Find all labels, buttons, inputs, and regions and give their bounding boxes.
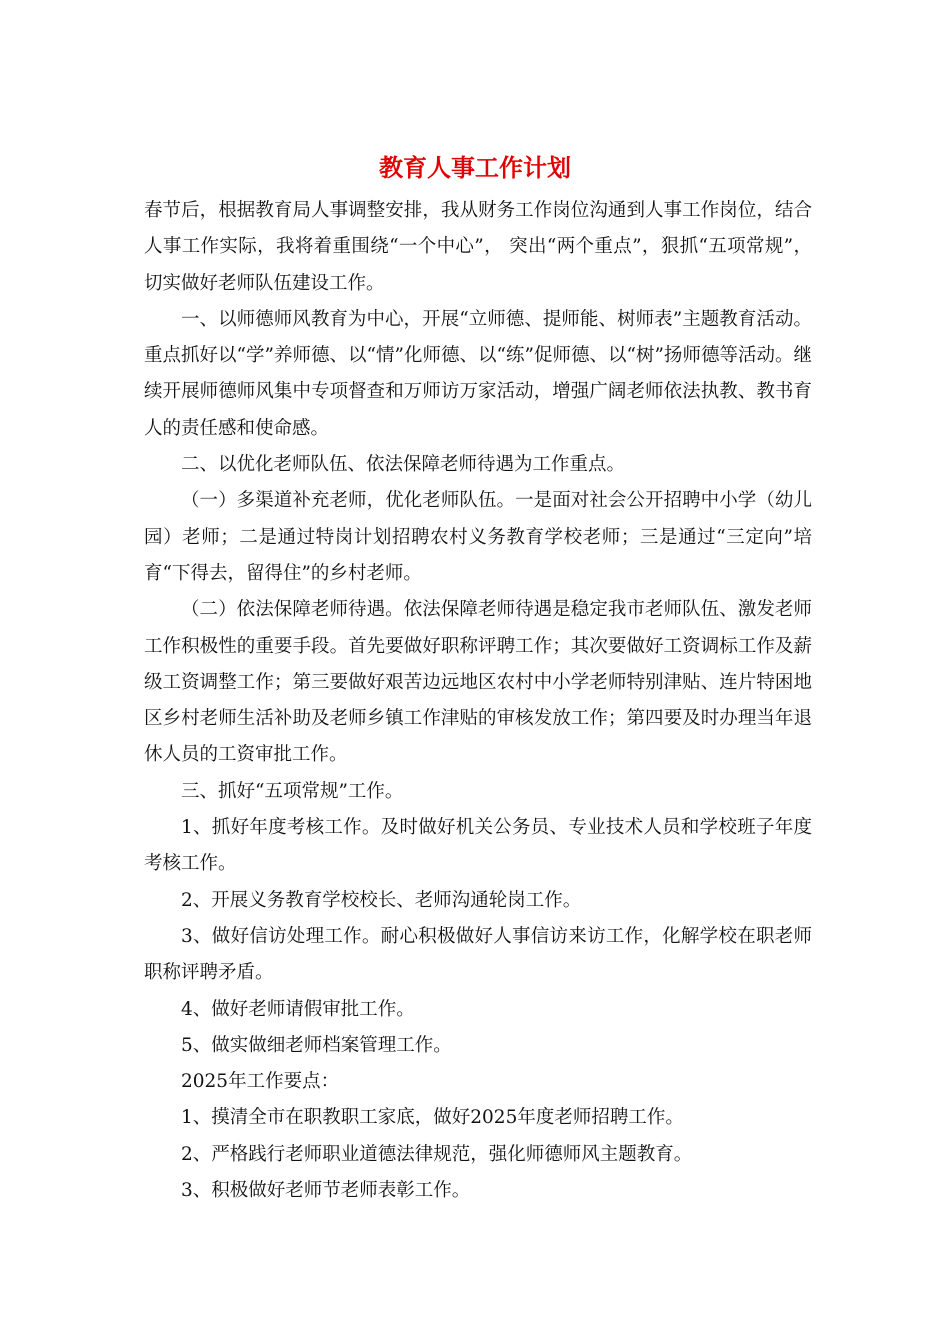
list-item-2: 2、开展义务教育学校校长、老师沟通轮岗工作。 xyxy=(181,889,582,911)
key-point-3: 3、积极做好老师节老师表彰工作。 xyxy=(181,1180,471,1202)
paragraph-section-2-item-2: （二）依法保障老师待遇。依法保障老师待遇是稳定我市老师队伍、激发老师工作积极性的重要手段。首先要做好职称评聘工作；其次要做好工资调标工作及薪级工资调整工作；第三要做好艰苦边远地区农村中小学老师特别津贴、连片特困地区乡村老师生活补助及老师乡镇工作津贴的审核发放工作；第四要及时办理当年退休人员的工资审批工作。 xyxy=(144,599,812,766)
list-item-5: 5、做实做细老师档案管理工作。 xyxy=(181,1034,452,1056)
document-body xyxy=(144,193,812,1209)
list-item-3: 3、做好信访处理工作。耐心积极做好人事信访来访工作，化解学校在职老师职称评聘矛盾。 xyxy=(144,925,812,984)
paragraph-intro: 春节后，根据教育局人事调整安排，我从财务工作岗位沟通到人事工作岗位，结合人事工作实际，我将着重围绕“一个中心”， 突出“两个重点”，狠抓“五项常规”，切实做好老师队伍建设工作。 xyxy=(144,200,812,294)
paragraph-section-1: 一、以师德师风教育为中心，开展“立师德、提师能、树师表”主题教育活动。重点抓好以“学”养师德、以“情”化师德、以“练”促师德、以“树”扬师德等活动。继续开展师德师风集中专项督查和万师访万家活动，增强广阔老师依法执教、教书育人的责任感和使命感。 xyxy=(144,308,812,439)
paragraph-section-3: 三、抓好“五项常规”工作。 xyxy=(181,780,404,802)
key-point-1: 1、摸清全市在职教职工家底，做好2025年度老师招聘工作。 xyxy=(181,1107,684,1129)
document-title: 教育人事工作计划 xyxy=(379,153,571,182)
key-point-2: 2、严格践行老师职业道德法律规范，强化师德师风主题教育。 xyxy=(181,1143,693,1165)
section-heading-2025: 2025年工作要点： xyxy=(181,1071,340,1093)
paragraph-section-2-item-1: （一）多渠道补充老师，优化老师队伍。一是面对社会公开招聘中小学（幼儿园）老师；二是通过特岗计划招聘农村义务教育学校老师；三是通过“三定向”培育“下得去，留得住”的乡村老师。 xyxy=(144,490,812,584)
list-item-1: 1、抓好年度考核工作。及时做好机关公务员、专业技术人员和学校班子年度考核工作。 xyxy=(144,817,812,875)
paragraph-section-2: 二、以优化老师队伍、依法保障老师待遇为工作重点。 xyxy=(181,454,626,476)
list-item-4: 4、做好老师请假审批工作。 xyxy=(181,998,415,1020)
